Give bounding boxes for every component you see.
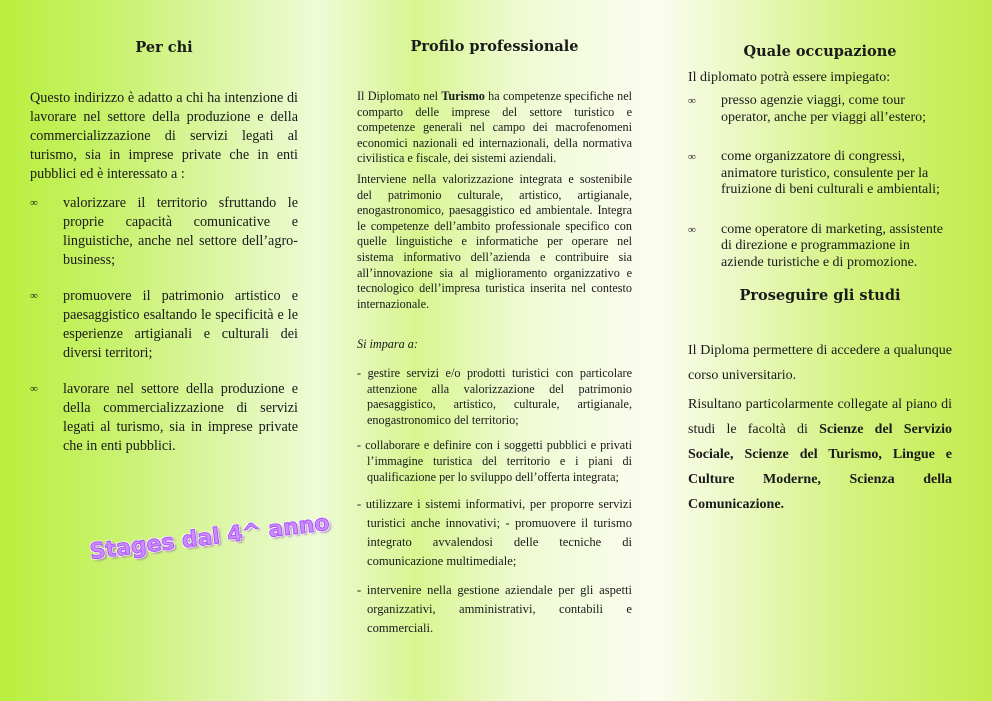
stages-stamp: Stages dal 4^ anno — [88, 510, 331, 565]
list-item-text: come operatore di marketing, assistente di direzione e programmazione in aziende turistiche e di promozione. — [721, 221, 943, 270]
list-item — [30, 287, 298, 363]
infinity-bullet-icon: ∞ — [30, 290, 38, 302]
occupation-list — [688, 93, 952, 294]
section-title-occupazione: Quale occupazione — [743, 43, 897, 60]
infinity-bullet-icon: ∞ — [688, 223, 696, 236]
section-title-proseguire: Proseguire gli studi — [739, 287, 901, 304]
section-title-profilo: Profilo professionale — [410, 38, 579, 55]
list-item — [688, 222, 952, 272]
infinity-bullet-icon: ∞ — [688, 95, 696, 107]
list-item-text: come organizzatore di congressi, animatore turistico, consulente per la fruizione di beni culturali e ambientali; — [721, 149, 940, 197]
learn-label: Si impara a: — [357, 337, 418, 351]
list-item-text: lavorare nel settore della produzione e della commercializzazione di servizi legati al turismo, sia in imprese private che in enti pubblici. — [63, 381, 298, 454]
list-item: - utilizzare i sistemi informativi, per proporre servizi turistici anche innovativi; - promuovere il turismo integrato avvalendosi delle tecniche di comunicazione multimediale; — [357, 497, 632, 569]
profile-paragraph-2: Interviene nella valorizzazione integrata e sostenibile del patrimonio culturale, artistico, artigianale, enogastronomico, paesaggistico ed ambientale. Integra le competenze dell’ambito professionale specifico con quelle linguistiche e informatiche per operare nel sistema informativo dell’azienda e contribuire sia all’innovazione sia al miglioramento organizzativo e tecnologico dell’impresa turistica inserita nel contesto internazionale. — [357, 172, 632, 311]
list-item — [688, 149, 952, 199]
list-item — [688, 93, 952, 126]
studies-paragraph-1: Il Diploma permettere di accedere a qualunque corso universitario. — [688, 343, 952, 383]
infinity-bullet-icon: ∞ — [30, 383, 38, 395]
list-item: - intervenire nella gestione aziendale per gli aspetti organizzativi, amministrativi, contabili e commerciali. — [357, 583, 632, 636]
infinity-bullet-icon: ∞ — [30, 197, 38, 209]
section-title-per-chi: Per chi — [135, 39, 193, 56]
infinity-bullet-icon: ∞ — [688, 151, 696, 163]
list-item — [30, 194, 298, 270]
list-item: - collaborare e definire con i soggetti pubblici e privati l’immagine turistica del territorio e i piani di qualificazione per lo sviluppo dell’offerta integrata; — [357, 438, 632, 484]
studies-paragraph-2: Risultano particolarmente collegate al piano di studi le facoltà di Scienze del Servizio Sociale, Scienze del Turismo, Lingue e Culture Moderne, Scienza della Comunicazione. — [688, 397, 952, 512]
intro-paragraph: Questo indirizzo è adatto a chi ha intenzione di lavorare nel settore della produzione e della commercializzazione di servizi legati al turismo, sia in imprese private che in enti pubblici ed è interessato a : — [30, 90, 298, 182]
interest-list — [30, 194, 298, 473]
learn-list — [357, 366, 632, 648]
list-item-text: presso agenzie viaggi, come tour operator, anche per viaggi all’estero; — [721, 93, 927, 125]
profile-paragraph-1: Il Diplomato nel Turismo ha competenze specifiche nel comparto delle imprese del settore turistico e competenze generali nel campo dei macrofenomeni economici nazionali ed internazionali, della normativa civilistica e fiscale, dei sistemi aziendali. — [357, 89, 632, 166]
list-item-text: valorizzare il territorio sfruttando le proprie capacità comunicative e linguistiche, anche nel settore dell’agro-business; — [63, 195, 298, 268]
list-item: - gestire servizi e/o prodotti turistici con particolare attenzione alla valorizzazione del patrimonio paesaggistico, artistico, culturale, artigianale, enogastronomico del territorio; — [357, 366, 632, 427]
bold-turismo: Turismo — [441, 89, 485, 103]
list-item-text: promuovere il patrimonio artistico e paesaggistico esaltando le specificità e le esperienze artigianali e culturali dei diversi territori; — [63, 288, 298, 361]
occupation-intro: Il diplomato potrà essere impiegato: — [688, 70, 891, 85]
list-item — [30, 380, 298, 456]
bold-faculties: Scienze del Servizio Sociale, Scienze del Turismo, Lingue e Culture Moderne, Scienza della Comunicazione. — [688, 422, 952, 512]
